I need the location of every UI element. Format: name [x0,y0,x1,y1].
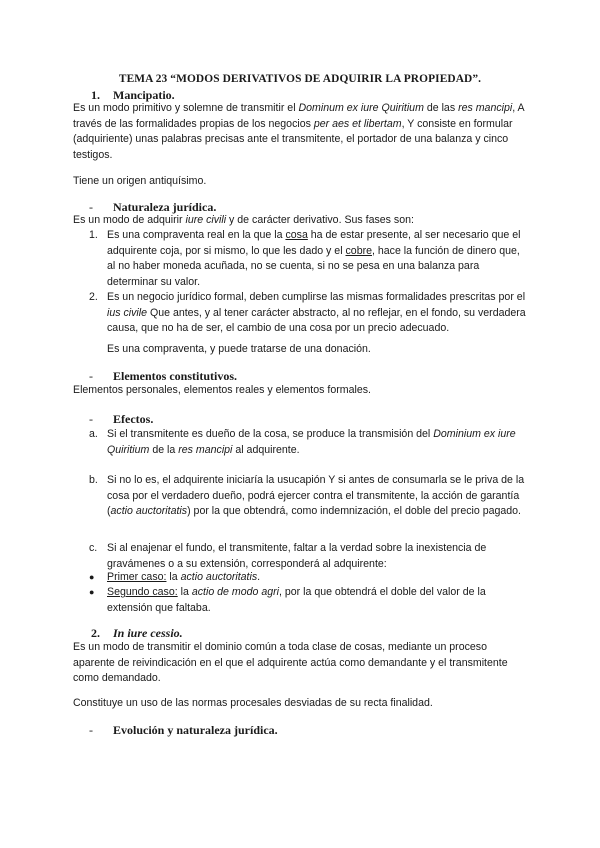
bullet-text [107,570,527,586]
origin-paragraph: Tiene un origen antiquísimo. [73,175,207,187]
text-run: ha de estar presente, al ser necesario que el adquirente coja, por si mismo, lo que les dado y el [107,229,521,257]
heading-text: Naturaleza jurídica. [113,200,217,214]
list-number: 1. [89,229,98,241]
list-number: 2. [89,291,98,303]
list-item-text: Es una compraventa, y puede tratarse de una donación. [107,343,371,355]
evolucion-heading [89,723,278,738]
section-2-title: In iure cessio. [113,626,183,640]
text-run: ius civile [107,306,148,319]
text-run: y de carácter derivativo. Sus fases son: [226,214,414,226]
text-run: Es una compraventa real en la que la [107,229,286,241]
efectos-heading [89,412,153,427]
list-letter: c. [89,542,98,554]
heading-text: Efectos. [113,412,154,426]
text-run: , A través de las formalidades propias de los negocios [73,102,525,130]
heading-dash: - [89,723,93,737]
list-item-text [107,473,527,520]
section-2-number: 2. [91,626,100,640]
text-run: Dominum ex iure Quiritium [298,102,424,114]
text-run: Si el transmitente es dueño de la cosa, se produce la transmisión del [107,428,434,440]
text-run: actio de modo agri [191,586,279,598]
bullet-text [107,585,527,616]
section-1-title: Mancipatio. [113,88,175,102]
mancipatio-paragraph [73,101,525,163]
naturaleza-intro [73,213,525,229]
elementos-heading [89,369,237,384]
list-item-text [107,427,527,458]
text-run: cobre [345,244,372,257]
text-run: actio auctoritatis [110,505,188,517]
list-letter: a. [89,428,98,440]
text-run: la [177,586,192,598]
text-run: Es un negocio jurídico formal, deben cumplirse las mismas formalidades prescritas por el [107,291,526,303]
text-run: , por la que obtendrá el doble del valor de la extensión que faltaba. [107,586,486,614]
bullet-icon: ● [89,587,95,597]
heading-dash: - [89,200,93,214]
text-run: Primer caso: [107,571,167,583]
text-run: de la [149,443,179,456]
section-2-heading [91,626,183,641]
text-run: Es un modo de adquirir [73,214,186,226]
heading-dash: - [89,412,93,426]
text-run: Si no lo es, el adquirente iniciaría la usucapión Y si antes de consumarla se le priva de la cosa por el verdadero dueño, podrá ejercer contra el transmitente, la acción de garantía ( [107,474,525,517]
in-iure-cessio-paragraph-2: Constituye un uso de las normas procesales desviadas de su recta finalidad. [73,697,433,709]
text-run: actio auctoritatis [180,571,258,583]
list-item-text [107,290,527,337]
text-run: Que antes, y al tener carácter abstracto, al no reflejar, en el fondo, su verdadera causa, que no ha de ser, el cambio de una cosa por un precio adecuado. [107,306,526,334]
text-run: Es un modo primitivo y solemne de transmitir el [73,102,299,114]
text-run: , Y consiste en formular (adquiriente) unas palabras precisas ante el transmitente, el portador de una balanza y cinco testigos. [73,117,513,161]
bullet-icon: ● [89,572,95,582]
text-run: res mancipi [178,443,233,456]
text-run: la [166,571,181,583]
elementos-paragraph: Elementos personales, elementos reales y elementos formales. [73,384,371,396]
in-iure-cessio-paragraph: Es un modo de transmitir el dominio común a toda clase de cosas, mediante un proceso aparente de reivindicación en el que el adquirente actúa como demandante y el transmitente como demandado. [73,641,508,684]
text-run: Segundo caso: [107,586,178,598]
heading-text: Evolución y naturaleza jurídica. [113,723,278,737]
text-run: per aes et libertam [313,117,402,130]
text-run: iure civili [185,214,227,226]
text-run: res mancipi [458,102,513,114]
list-item-text: Si al enajenar el fundo, el transmitente, faltar a la verdad sobre la inexistencia de gravámenes o a su extensión, corresponderá al adquirente: [107,542,487,570]
text-run: , hace la función de dinero que, al no haber moneda acuñada, no se cuenta, si no se pesa en una balanza para determinar su valor. [107,244,520,288]
list-item-text [107,228,527,290]
text-run: ) por la que obtendrá, como indemnización, el doble del precio pagado. [187,505,521,517]
text-run: cosa [285,229,308,241]
text-run: de las [423,102,459,114]
text-run: . [257,571,261,583]
heading-text: Elementos constitutivos. [113,369,237,383]
heading-dash: - [89,369,93,383]
text-run: al adquirente. [232,443,300,456]
page-title: TEMA 23 “MODOS DERIVATIVOS DE ADQUIRIR LA PROPIEDAD”. [118,73,482,85]
text-run: Dominium ex iure Quiritium [107,428,516,456]
section-1-number: 1. [91,88,100,102]
list-letter: b. [89,474,98,486]
